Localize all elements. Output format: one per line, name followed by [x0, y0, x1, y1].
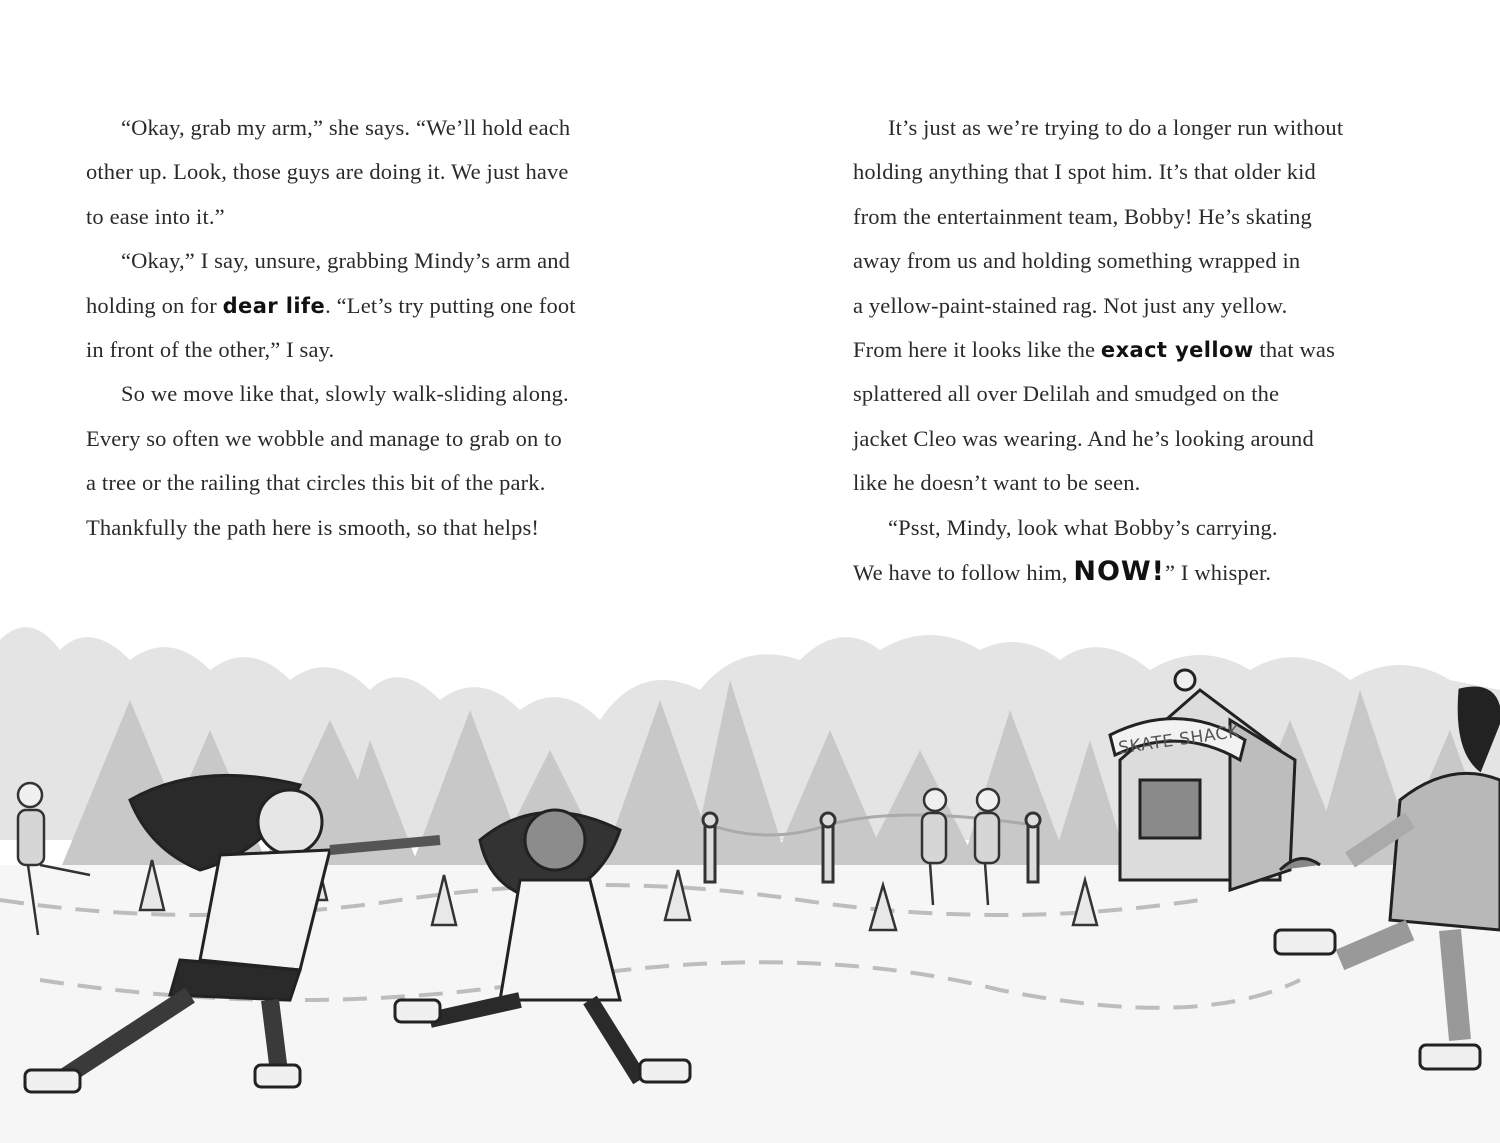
text-line [853, 328, 1413, 372]
text-line [86, 284, 646, 328]
text-line: to ease into it.” [86, 203, 225, 229]
text-line: “Okay,” I say, unsure, grabbing Mindy’s arm and [121, 248, 571, 274]
text-run: that was [1253, 337, 1335, 363]
text-line: in front of the other,” I say. [86, 337, 335, 363]
text-line: from the entertainment team, Bobby! He’s skating [853, 203, 1312, 229]
text-line: splattered all over Delilah and smudged on the [853, 381, 1280, 407]
text-line: It’s just as we’re trying to do a longer run without [888, 115, 1344, 140]
text-run: holding on for [86, 292, 223, 318]
emphasis-dear-life: dear life [222, 293, 326, 318]
text-line: like he doesn’t want to be seen. [853, 470, 1141, 496]
text-line: away from us and holding something wrapped in [853, 248, 1301, 274]
text-line: Every so often we wobble and manage to grab on to [86, 425, 562, 451]
text-line: a yellow-paint-stained rag. Not just any yellow. [853, 292, 1288, 318]
text-line: a tree or the railing that circles this bit of the park. [86, 470, 546, 496]
text-run: From here it looks like the [853, 337, 1101, 363]
text-line: Thankfully the path here is smooth, so that helps! [86, 514, 540, 540]
text-line: other up. Look, those guys are doing it. We just have [86, 159, 569, 185]
text-line: holding anything that I spot him. It’s that older kid [853, 159, 1316, 185]
emphasis-exact-yellow: exact yellow [1100, 338, 1254, 363]
text-run: We have to follow him, [853, 560, 1074, 586]
shack-sign: SKATE SHACK [1117, 721, 1241, 759]
right-page-text [853, 106, 1413, 595]
text-line: “Okay, grab my arm,” she says. “We’ll hold each [121, 115, 571, 140]
emphasis-now: NOW! [1073, 556, 1165, 588]
text-run: ” I whisper. [1165, 560, 1272, 586]
text-line: jacket Cleo was wearing. And he’s looking around [853, 425, 1314, 451]
text-line [853, 550, 1413, 595]
text-line: So we move like that, slowly walk-sliding along. [121, 381, 569, 407]
park-skating-illustration [0, 600, 1500, 1143]
text-run: . “Let’s try putting one foot [325, 292, 576, 318]
left-page-text [86, 106, 646, 550]
text-line: “Psst, Mindy, look what Bobby’s carrying. [888, 514, 1278, 540]
